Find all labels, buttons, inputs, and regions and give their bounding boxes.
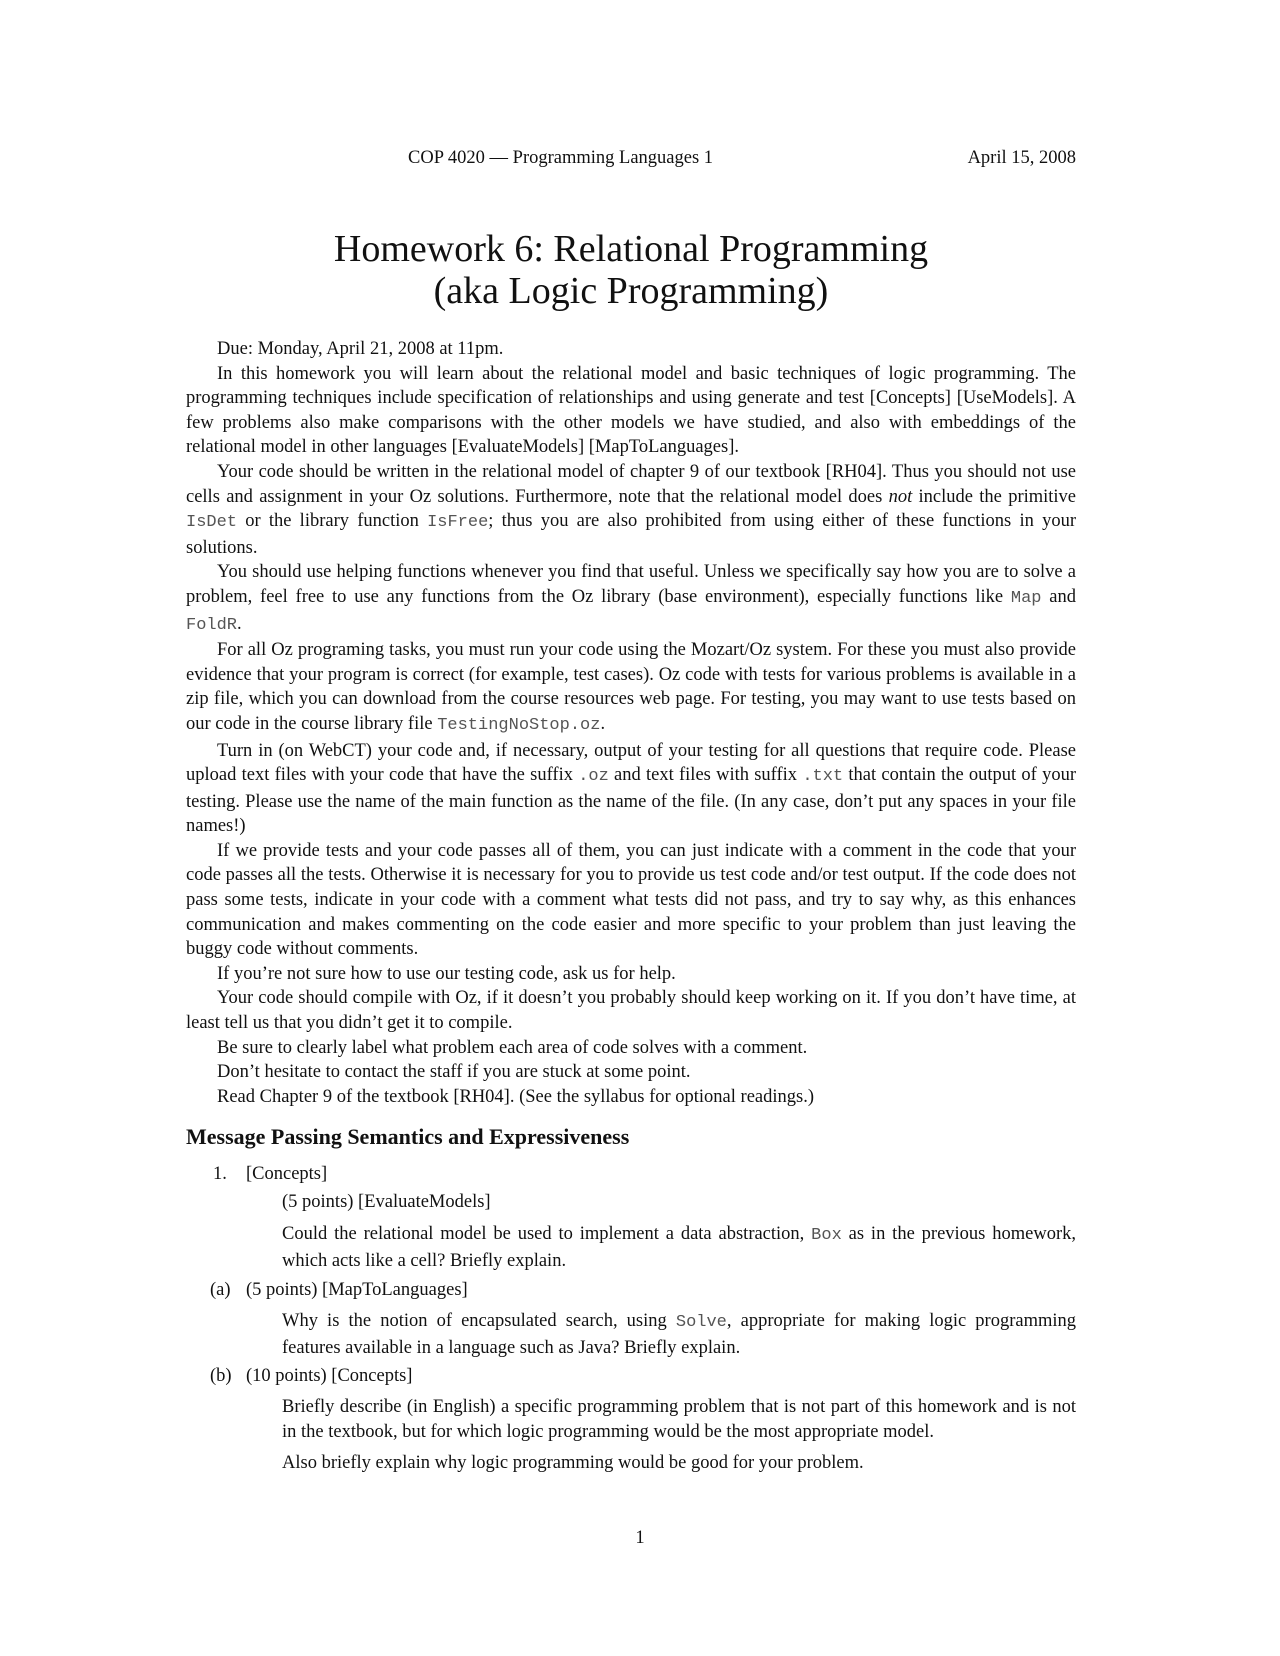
paragraph-relational-model: Your code should be written in the relational model of chapter 9 of our textbook [RH04]. Thus you should not use cells and assignment in your Oz solutions. Furthermore, note that the relational model does not include the primitive IsDet or the library function IsFree; thus you are also prohibited from using either of these functions in your solutions.	[186, 461, 1077, 558]
code-txt-suffix: .txt	[802, 767, 844, 787]
question-b-label: (b)	[210, 1366, 232, 1386]
paragraph-intro: In this homework you will learn about the relational model and basic techniques of logic programming. The programming techniques include specification of relationships and using generate and test [Concepts] [UseModels]. A few problems also make comparisons with the other models we have studied, and also with embeddings of the relational model in other languages [EvaluateModels] [MapToLanguages].	[186, 363, 1076, 458]
paragraph-help: If you’re not sure how to use our testing code, ask us for help.	[217, 963, 676, 984]
due-date: Due: Monday, April 21, 2008 at 11pm.	[217, 339, 504, 359]
question-1-points: (5 points) [EvaluateModels]	[282, 1192, 491, 1212]
document-title	[186, 228, 1076, 312]
paragraph-helping-functions: You should use helping functions whenever you find that useful. Unless we specifically say how you are to solve a problem, feel free to use any functions from the Oz library (base environment), especially functions like Map and FoldR.	[186, 562, 1076, 635]
question-a-points: (5 points) [MapToLanguages]	[246, 1280, 468, 1300]
paragraph-contact: Don’t hesitate to contact the staff if you are stuck at some point.	[217, 1062, 691, 1083]
question-1-text: Could the relational model be used to implement a data abstraction, Box as in the previous homework, which acts like a cell? Briefly explain.	[282, 1224, 1076, 1271]
page-number: 1	[635, 1528, 645, 1548]
paragraph-tests: If we provide tests and your code passes all of them, you can just indicate with a comment in the code that your code passes all the tests. Otherwise it is necessary for you to provide us test code and/or test output. If the code does not pass some tests, indicate in your code with a comment what tests did not pass, and try to say why, as this enhances communication and makes commenting on the code easier and more specific to your problem than just leaving the buggy code without comments.	[186, 840, 1076, 960]
code-oz-suffix: .oz	[578, 767, 609, 787]
course-name: COP 4020 — Programming Languages 1	[408, 148, 714, 168]
question-a-label: (a)	[210, 1280, 231, 1300]
question-1-lead: [Concepts]	[246, 1164, 328, 1184]
code-testing-file: TestingNoStop.oz	[437, 715, 601, 735]
code-foldr: FoldR	[186, 615, 238, 635]
section-title: Message Passing Semantics and Expressiveness	[186, 1124, 630, 1149]
question-b-text-1: Briefly describe (in English) a specific programming problem that is not part of this homework and is not in the textbook, but for which logic programming would be the most appropriate model.	[282, 1397, 1076, 1442]
paragraph-label: Be sure to clearly label what problem each area of code solves with a comment.	[217, 1037, 808, 1058]
question-b-points: (10 points) [Concepts]	[246, 1366, 413, 1386]
code-isfree: IsFree	[427, 513, 489, 533]
paragraph-turn-in: Turn in (on WebCT) your code and, if necessary, output of your testing for all questions that require code. Please upload text files with your code that have the suffix .oz and text files with suffix .txt that contain the output of your testing. Please use the name of the main function as the name of the file. (In any case, don’t put any spaces in your file names!)	[186, 740, 1076, 837]
page-header	[186, 148, 1076, 174]
paragraph-oz-tasks: For all Oz programing tasks, you must run your code using the Mozart/Oz system. For these you must also provide evidence that your program is correct (for example, test cases). Oz code with tests for various problems is available in a zip file, which you can download from the course resources web page. For testing, you may want to use tests based on our code in the course library file TestingNoStop.oz.	[186, 640, 1076, 735]
code-map: Map	[1010, 588, 1042, 608]
question-a-text: Why is the notion of encapsulated search, using Solve, appropriate for making logic programming features available in a language such as Java? Briefly explain.	[282, 1311, 1076, 1358]
code-isdet: IsDet	[186, 513, 238, 533]
header-date: April 15, 2008	[967, 148, 1076, 168]
paragraph-compile: Your code should compile with Oz, if it doesn’t you probably should keep working on it. If you don’t have time, at least tell us that you didn’t get it to compile.	[186, 988, 1076, 1034]
question-b-text-2: Also briefly explain why logic programming would be good for your problem.	[282, 1453, 864, 1473]
code-box: Box	[811, 1226, 842, 1245]
paragraph-reading: Read Chapter 9 of the textbook [RH04]. (See the syllabus for optional readings.)	[217, 1086, 814, 1107]
code-solve: Solve	[675, 1313, 727, 1332]
question-1-number: 1.	[213, 1164, 227, 1184]
title-line-2: (aka Logic Programming)	[433, 270, 829, 312]
intro-body	[186, 337, 1076, 1109]
title-line-1: Homework 6: Relational Programming	[333, 228, 929, 270]
